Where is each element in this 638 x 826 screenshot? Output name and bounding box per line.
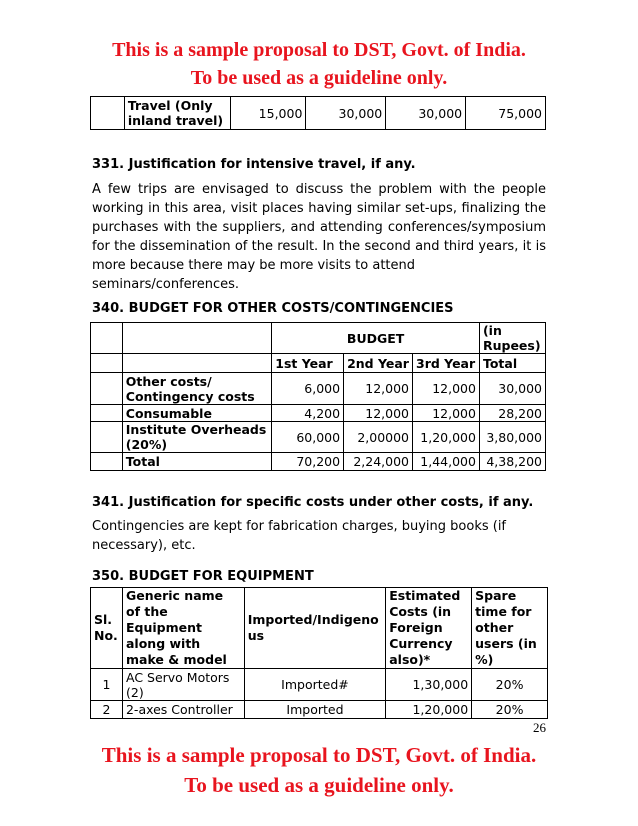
section-341-body-last: necessary), etc. [92, 538, 196, 553]
banner-line-1: This is a sample proposal to DST, Govt. of India. [112, 39, 526, 61]
equipment-type: Imported# [244, 669, 386, 701]
cell-value: 1,44,000 [413, 453, 480, 471]
column-header: Spare time for other users (in %) [472, 588, 548, 669]
column-header: 1st Year [272, 354, 344, 373]
cell-value: 3,80,000 [479, 422, 545, 453]
cell-value: 12,000 [344, 373, 413, 405]
serial-number: 1 [91, 669, 123, 701]
empty-cell [122, 323, 272, 354]
section-331-body-text: A few trips are envisaged to discuss the problem with the people working in this area, visit places having similar set-ups, finalizing the purchases with the suppliers, and attending conferences/symposium for the dissemination of the result. In the second and third years, it is more because there may be more visits to attend [92, 182, 546, 273]
cell-value: 12,000 [413, 405, 480, 422]
empty-cell [91, 422, 123, 453]
cell-value: 2,00000 [344, 422, 413, 453]
travel-budget-table [90, 96, 546, 130]
empty-cell [91, 354, 123, 373]
column-header: Imported/Indigenous [244, 588, 386, 669]
section-350-heading: 350. BUDGET FOR EQUIPMENT [92, 569, 314, 584]
empty-cell [91, 373, 123, 405]
cell-value: 1,20,000 [413, 422, 480, 453]
table-row [91, 453, 546, 471]
section-341-body-text: Contingencies are kept for fabrication charges, buying books (if [92, 519, 507, 534]
empty-cell [122, 354, 272, 373]
equipment-name: AC Servo Motors (2) [122, 669, 244, 701]
table-row [91, 373, 546, 405]
equipment-budget-table [90, 587, 548, 719]
page-number: 26 [533, 720, 546, 735]
banner-line-2: To be used as a guideline only. [184, 773, 454, 797]
banner-line-2: To be used as a guideline only. [190, 67, 448, 89]
cell-value: 2,24,000 [344, 453, 413, 471]
empty-cell [91, 405, 123, 422]
column-header: Generic name of the Equipment along with make & model [122, 588, 244, 669]
row-label: Total [122, 453, 272, 471]
column-header: Total [479, 354, 545, 373]
section-331-body [92, 180, 546, 294]
empty-cell [91, 453, 123, 471]
table-row [91, 422, 546, 453]
column-header: Sl. No. [91, 588, 123, 669]
travel-year1: 15,000 [230, 97, 306, 130]
cell-value: 4,38,200 [479, 453, 545, 471]
section-340-heading: 340. BUDGET FOR OTHER COSTS/CONTINGENCIES [92, 301, 454, 316]
travel-year2: 30,000 [306, 97, 386, 130]
row-label: Consumable [122, 405, 272, 422]
travel-label: Travel (Only inland travel) [124, 97, 230, 130]
section-331-heading: 331. Justification for intensive travel, if any. [92, 157, 416, 172]
other-costs-table [90, 322, 546, 471]
section-341-heading: 341. Justification for specific costs under other costs, if any. [92, 495, 534, 510]
cell-value: 4,200 [272, 405, 344, 422]
equipment-cost: 1,30,000 [386, 669, 472, 701]
row-label: Institute Overheads (20%) [122, 422, 272, 453]
section-341-body [92, 517, 546, 555]
cell-value: 30,000 [479, 373, 545, 405]
table-row [91, 701, 548, 719]
table-row [91, 97, 546, 130]
equipment-type: Imported [244, 701, 386, 719]
unit-header: (in Rupees) [479, 323, 545, 354]
spare-time: 20% [472, 701, 548, 719]
travel-total: 75,000 [466, 97, 546, 130]
column-header: Estimated Costs (in Foreign Currency also)* [386, 588, 472, 669]
sample-proposal-banner-top [0, 36, 638, 92]
banner-line-1: This is a sample proposal to DST, Govt. of India. [101, 743, 537, 767]
cell-value: 60,000 [272, 422, 344, 453]
column-header: 3rd Year [413, 354, 480, 373]
cell-value: 70,200 [272, 453, 344, 471]
equipment-name: 2-axes Controller [122, 701, 244, 719]
cell-value: 28,200 [479, 405, 545, 422]
row-label: Other costs/ Contingency costs [122, 373, 272, 405]
empty-cell [91, 323, 123, 354]
equipment-cost: 1,20,000 [386, 701, 472, 719]
travel-year3: 30,000 [386, 97, 466, 130]
table-row [91, 405, 546, 422]
table-row [91, 323, 546, 354]
column-header: 2nd Year [344, 354, 413, 373]
sample-proposal-banner-bottom [0, 740, 638, 800]
budget-header: BUDGET [272, 323, 480, 354]
section-331-body-last: seminars/conferences. [92, 277, 240, 292]
table-row [91, 669, 548, 701]
cell-value: 12,000 [344, 405, 413, 422]
table-row [91, 588, 548, 669]
table-row [91, 354, 546, 373]
empty-cell [91, 97, 125, 130]
spare-time: 20% [472, 669, 548, 701]
serial-number: 2 [91, 701, 123, 719]
cell-value: 12,000 [413, 373, 480, 405]
cell-value: 6,000 [272, 373, 344, 405]
